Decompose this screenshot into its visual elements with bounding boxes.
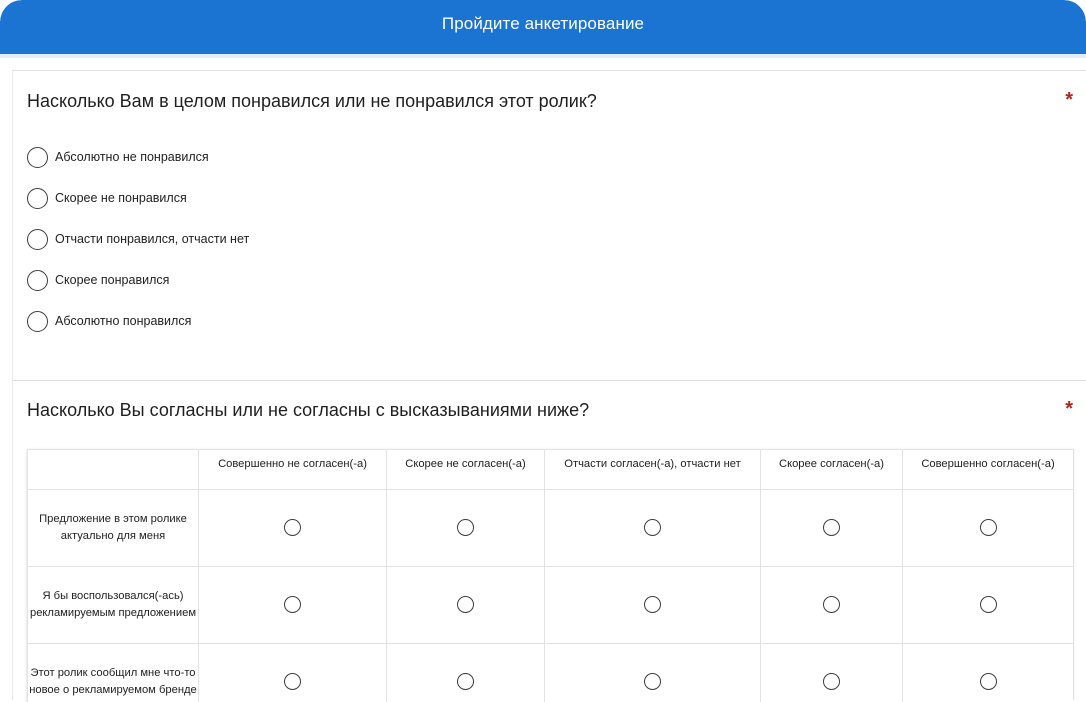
option-rather-liked[interactable] [27, 270, 249, 290]
option-label: Скорее понравился [55, 273, 170, 287]
matrix-cell[interactable] [199, 644, 387, 702]
table-row [28, 490, 1074, 567]
row-label: Предложение в этом ролике актуально для меня [28, 490, 199, 567]
matrix-cell[interactable] [545, 567, 761, 644]
row-label: Этот ролик сообщил мне что-то новое о рекламируемом бренде [28, 644, 199, 702]
option-rather-disliked[interactable] [27, 188, 249, 208]
table-row [28, 567, 1074, 644]
radio-unchecked-icon[interactable] [284, 519, 301, 536]
matrix-corner-cell [28, 450, 199, 490]
column-header: Совершенно согласен(-а) [903, 450, 1074, 490]
matrix-cell[interactable] [387, 644, 545, 702]
header-bar [0, 0, 1086, 54]
radio-unchecked-icon[interactable] [284, 596, 301, 613]
header-divider [0, 54, 1086, 58]
radio-unchecked-icon[interactable] [823, 519, 840, 536]
matrix-cell[interactable] [387, 490, 545, 567]
header-title: Пройдите анкетирование [441, 14, 645, 33]
matrix-cell[interactable] [387, 567, 545, 644]
matrix-cell[interactable] [761, 644, 903, 702]
matrix-cell[interactable] [545, 644, 761, 702]
matrix-cell[interactable] [903, 490, 1074, 567]
table-row [28, 644, 1074, 702]
radio-unchecked-icon[interactable] [823, 673, 840, 690]
radio-unchecked-icon[interactable] [27, 311, 48, 332]
question-1 [13, 71, 1086, 381]
option-partly-liked[interactable] [27, 229, 249, 249]
required-marker: * [1065, 89, 1073, 111]
matrix-cell[interactable] [761, 490, 903, 567]
matrix-cell[interactable] [903, 644, 1074, 702]
option-label: Абсолютно понравился [55, 314, 192, 328]
matrix-table [27, 449, 1074, 702]
option-label: Отчасти понравился, отчасти нет [55, 232, 250, 246]
option-absolutely-disliked[interactable] [27, 147, 249, 167]
radio-unchecked-icon[interactable] [823, 596, 840, 613]
radio-unchecked-icon[interactable] [27, 188, 48, 209]
radio-unchecked-icon[interactable] [457, 596, 474, 613]
radio-unchecked-icon[interactable] [457, 673, 474, 690]
required-marker: * [1065, 398, 1073, 420]
radio-unchecked-icon[interactable] [27, 229, 48, 250]
radio-unchecked-icon[interactable] [644, 519, 661, 536]
radio-unchecked-icon[interactable] [980, 673, 997, 690]
matrix-cell[interactable] [761, 567, 903, 644]
option-absolutely-liked[interactable] [27, 311, 249, 331]
question-2 [13, 381, 1086, 702]
radio-unchecked-icon[interactable] [644, 673, 661, 690]
column-header: Отчасти согласен(-а), отчасти нет [545, 450, 761, 490]
question-1-title: Насколько Вам в целом понравился или не понравился этот ролик? [27, 91, 597, 111]
radio-unchecked-icon[interactable] [980, 519, 997, 536]
matrix-header-row [28, 450, 1074, 490]
radio-unchecked-icon[interactable] [284, 673, 301, 690]
row-label: Я бы воспользовался(-ась) рекламируемым предложением [28, 567, 199, 644]
matrix-cell[interactable] [903, 567, 1074, 644]
option-label: Абсолютно не понравился [55, 150, 209, 164]
radio-unchecked-icon[interactable] [644, 596, 661, 613]
matrix-cell[interactable] [199, 567, 387, 644]
question-1-options [27, 147, 249, 352]
radio-unchecked-icon[interactable] [27, 270, 48, 291]
survey-content [12, 70, 1086, 702]
column-header: Совершенно не согласен(-а) [199, 450, 387, 490]
radio-unchecked-icon[interactable] [980, 596, 997, 613]
matrix-cell[interactable] [199, 490, 387, 567]
column-header: Скорее согласен(-а) [761, 450, 903, 490]
column-header: Скорее не согласен(-а) [387, 450, 545, 490]
radio-unchecked-icon[interactable] [457, 519, 474, 536]
radio-unchecked-icon[interactable] [27, 147, 48, 168]
matrix-cell[interactable] [545, 490, 761, 567]
option-label: Скорее не понравился [55, 191, 187, 205]
question-2-title: Насколько Вы согласны или не согласны с высказываниями ниже? [27, 400, 590, 420]
agreement-matrix [27, 449, 1073, 702]
